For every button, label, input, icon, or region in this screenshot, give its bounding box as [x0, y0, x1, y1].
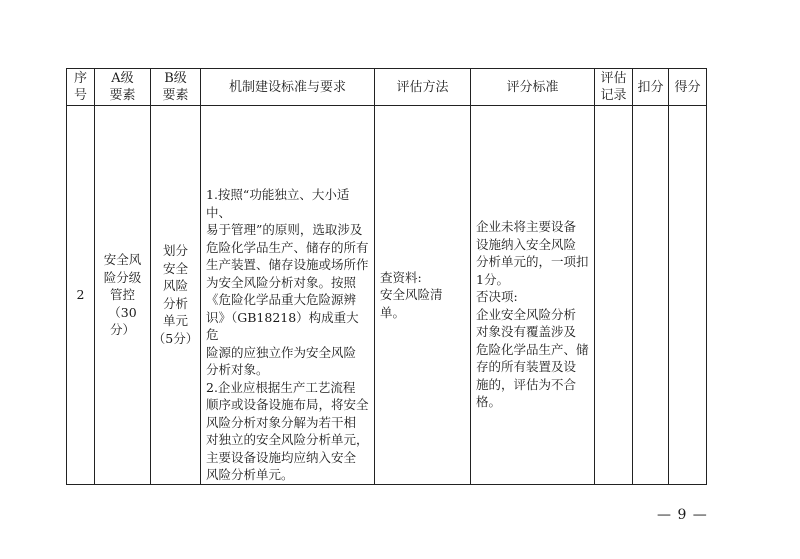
requirements-line: 2.企业应根据生产工艺流程: [206, 379, 356, 395]
requirements-line: 易于管理”的原则，选取涉及: [206, 222, 363, 237]
header-method: [375, 69, 471, 106]
criteria-line: 分析单元的，一项扣: [476, 254, 589, 269]
requirements-line: 风险分析对象分解为若干相: [206, 414, 357, 430]
row-method: [375, 106, 471, 485]
b-element-line: （5分）: [152, 330, 199, 346]
header-deduct-label: 扣分: [637, 79, 664, 95]
row-seq-value: 2: [76, 287, 85, 302]
table-row: [67, 106, 707, 485]
header-method-label: 评估方法: [396, 79, 449, 95]
b-element-line: 单元: [162, 313, 188, 329]
b-element-line: 划分: [162, 243, 188, 259]
requirements-line: 危险化学品生产、储存的所有: [206, 239, 369, 255]
a-element-line: 安全风: [103, 252, 142, 267]
evaluation-table: [66, 68, 707, 485]
row-deduct: [633, 106, 669, 485]
criteria-line: 对象没有覆盖涉及: [476, 324, 577, 339]
row-b-element: [151, 106, 201, 485]
a-element-line: 管控: [109, 287, 135, 302]
header-b-element: [151, 69, 201, 106]
requirements-line: 险源的应独立作为安全风险: [206, 344, 357, 360]
requirements-line: 对独立的安全风险分析单元，: [206, 432, 369, 447]
header-requirements-label: 机制建设标准与要求: [228, 79, 346, 95]
requirements-line: 生产装置、储存设施或场所作: [206, 257, 369, 272]
row-requirements: [201, 106, 375, 485]
criteria-line: 否决项:: [476, 289, 518, 304]
row-a-element: [95, 106, 151, 485]
criteria-line: 设施纳入安全风险: [476, 236, 577, 252]
criteria-line: 1分。: [476, 271, 509, 287]
header-criteria: [471, 69, 595, 106]
header-deduct: [633, 69, 669, 106]
header-score: [669, 69, 707, 106]
header-b-label: B级要素: [162, 71, 189, 103]
a-element-line: 险分级: [103, 269, 142, 285]
criteria-line: 存的所有装置及设: [476, 359, 577, 374]
header-seq-label: 序号: [73, 71, 87, 103]
b-element-line: 分析: [162, 295, 188, 311]
criteria-line: 施的，评估为不合: [476, 376, 577, 392]
criteria-line: 危险化学品生产、储: [476, 341, 589, 357]
header-requirements: [201, 69, 375, 106]
requirements-line: 分析对象。: [206, 362, 269, 377]
criteria-line: 企业安全风险分析: [476, 306, 577, 322]
criteria-line: 格。: [476, 394, 502, 409]
row-seq: [67, 106, 95, 485]
requirements-line: 顺序或设备设施布局，将安全: [206, 397, 369, 412]
header-record: [595, 69, 633, 106]
page-number: — 9 —: [657, 507, 708, 523]
header-row: [67, 69, 707, 106]
requirements-line: 识》（GB18218）构成重大危: [206, 309, 359, 342]
requirements-line: 为安全风险分析对象。按照: [206, 274, 357, 290]
requirements-line: 风险分析单元。: [206, 467, 294, 482]
requirements-line: 《危险化学品重大危险源辨: [206, 292, 357, 307]
header-seq: [67, 69, 95, 106]
b-element-line: 风险: [162, 278, 188, 294]
header-a-element: [95, 69, 151, 106]
header-criteria-label: 评分标准: [506, 79, 559, 95]
method-line: 安全风险清单。: [380, 287, 443, 320]
a-element-line: 分）: [109, 322, 135, 337]
header-score-label: 得分: [674, 79, 701, 95]
header-record-label: 评估记录: [600, 71, 627, 103]
b-element-line: 安全: [162, 260, 188, 276]
requirements-line: 主要设备设施均应纳入安全: [206, 449, 357, 465]
a-element-line: （30: [108, 304, 137, 320]
requirements-line: 1.按照“功能独立、大小适中、: [206, 187, 350, 220]
header-a-label: A级要素: [109, 71, 136, 103]
criteria-line: 企业未将主要设备: [476, 219, 577, 234]
row-record: [595, 106, 633, 485]
row-score: [669, 106, 707, 485]
method-line: 查资料:: [380, 269, 422, 285]
row-criteria: [471, 106, 595, 485]
